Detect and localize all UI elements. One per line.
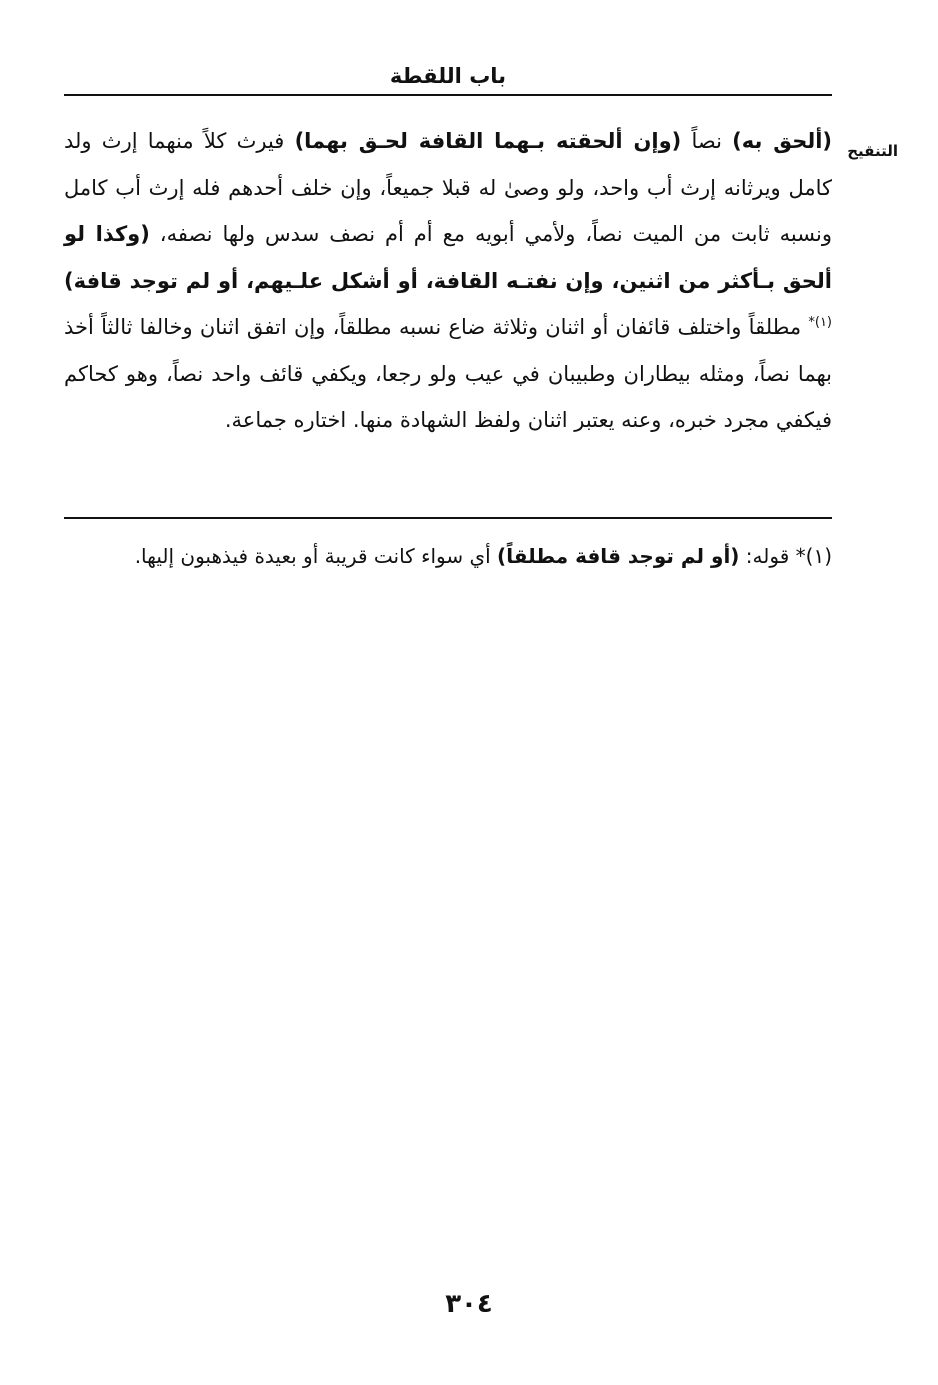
- main-text-bold-2: (وإن ألحقته بـهما القافة لحـق بهما): [294, 129, 682, 153]
- main-text-bold-1: (ألحق به): [732, 129, 833, 153]
- side-label-tanqih: التنقيح: [847, 142, 898, 160]
- footnote: [64, 533, 832, 579]
- page-number: ٣٠٤: [445, 1289, 493, 1319]
- footnote-span-1: قوله:: [739, 544, 796, 568]
- footnote-span-2: أي سواء كانت قريبة أو بعيدة فيذهبون إليها.: [134, 544, 498, 568]
- footnote-bold: (أو لم توجد قافة مطلقاً): [497, 544, 740, 568]
- header-divider: [64, 94, 832, 96]
- footnote-divider: [64, 517, 832, 519]
- page-header: باب اللقطة: [389, 64, 507, 88]
- footnote-marker: (١)*: [795, 544, 832, 568]
- main-text: [64, 118, 832, 444]
- footnote-reference: (١)*: [808, 315, 832, 330]
- main-text-span-2: فيرث كلاً منهما إرث ولد كامل ويرثانه إرث أب واحد، ولو وصىٰ له قبلا جميعاً، وإن خلف أحدهم فله إرث أب كامل ونسبه ثابت من الميت نصاً، ولأمي أبويه مع أم أم نصف سدس ولها نصفه،: [64, 129, 832, 246]
- main-text-bold-3: (وكذا لو ألحق بـأكثر من اثنين، وإن نفتـه القافة، أو أشكل علـيهم، أو لم توجد قافة): [64, 222, 832, 293]
- main-text-span-1: نصاً: [681, 129, 733, 153]
- main-text-span-3: مطلقاً واختلف قائفان أو اثنان وثلاثة ضاع نسبه مطلقاً، وإن اتفق اثنان وخالفا ثالثاً أخذ بهما نصاً، ومثله بيطاران وطبيبان في عيب ولو رجعا، ويكفي قائف واحد نصاً، وهو كحاكم فيكفي مجرد خبره، وعنه يعتبر اثنان ولفظ الشهادة منها. اختاره جماعة.: [64, 315, 832, 432]
